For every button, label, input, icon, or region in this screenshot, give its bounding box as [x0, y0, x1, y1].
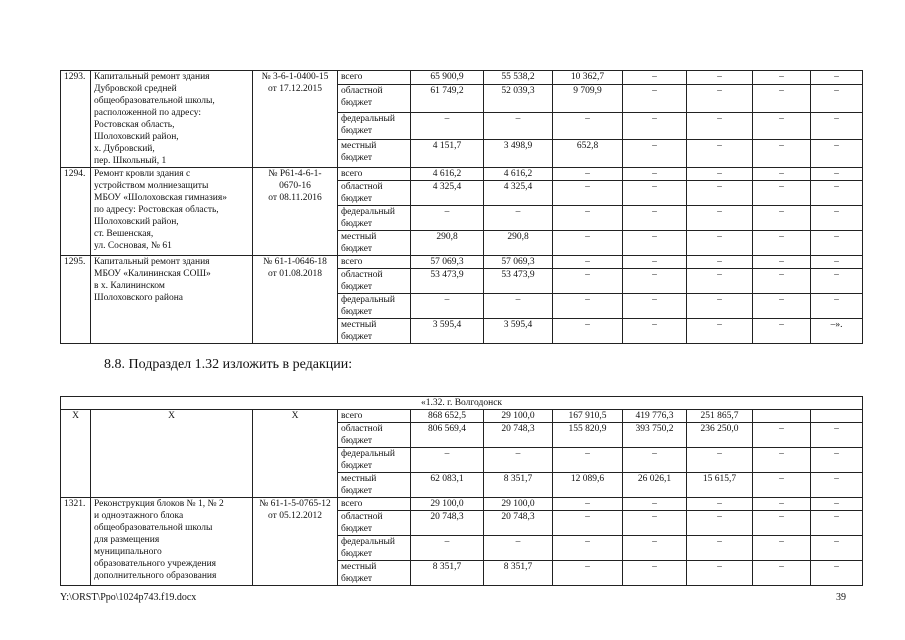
- amount-cell: 8 351,7: [484, 561, 553, 586]
- budget-source: федеральный бюджет: [338, 448, 411, 473]
- amount-cell: –: [753, 319, 811, 344]
- row-id: 1294.: [61, 168, 91, 256]
- amount-cell: 57 069,3: [411, 256, 484, 269]
- amount-cell: –: [623, 231, 687, 256]
- amount-cell: 251 865,7: [687, 410, 753, 423]
- amount-cell: 290,8: [411, 231, 484, 256]
- amount-cell: –: [753, 473, 811, 498]
- amount-cell: 155 820,9: [553, 423, 623, 448]
- row-id: Х: [61, 410, 91, 498]
- amount-cell: 15 615,7: [687, 473, 753, 498]
- amount-cell: 62 083,1: [411, 473, 484, 498]
- amount-cell: –: [687, 85, 753, 113]
- table-row: [61, 498, 863, 511]
- amount-cell: –: [687, 511, 753, 536]
- amount-cell: –: [553, 448, 623, 473]
- amount-cell: –: [411, 206, 484, 231]
- amount-cell: 4 325,4: [484, 181, 553, 206]
- amount-cell: 806 569,4: [411, 423, 484, 448]
- row-id: 1295.: [61, 256, 91, 344]
- amount-cell: –: [484, 448, 553, 473]
- amount-cell: –: [687, 112, 753, 140]
- amount-cell: 57 069,3: [484, 256, 553, 269]
- amount-cell: –: [553, 498, 623, 511]
- amount-cell: –: [687, 71, 753, 85]
- amount-cell: –: [623, 112, 687, 140]
- section-heading: 8.8. Подраздел 1.32 изложить в редакции:: [104, 357, 353, 372]
- amount-cell: –: [753, 269, 811, 294]
- amount-cell: –: [687, 561, 753, 586]
- amount-cell: –: [623, 71, 687, 85]
- amount-cell: –: [753, 256, 811, 269]
- budget-source: федеральный бюджет: [338, 294, 411, 319]
- amount-cell: –: [811, 112, 863, 140]
- amount-cell: –: [623, 561, 687, 586]
- row-id: 1293.: [61, 71, 91, 168]
- amount-cell: –: [553, 294, 623, 319]
- amount-cell: –: [811, 140, 863, 168]
- document-ref: № 61-1-0646-18 от 01.08.2018: [253, 256, 338, 344]
- document-ref: № 61-1-5-0765-12 от 05.12.2012: [253, 498, 338, 586]
- amount-cell: 12 089,6: [553, 473, 623, 498]
- amount-cell: –: [623, 168, 687, 181]
- amount-cell: –: [553, 112, 623, 140]
- budget-source: всего: [338, 256, 411, 269]
- budget-table-upper: [60, 70, 863, 344]
- amount-cell: –: [753, 85, 811, 113]
- budget-source: областной бюджет: [338, 85, 411, 113]
- amount-cell: –: [753, 511, 811, 536]
- amount-cell: 20 748,3: [484, 423, 553, 448]
- amount-cell: –: [623, 206, 687, 231]
- amount-cell: –: [623, 294, 687, 319]
- amount-cell: –: [811, 231, 863, 256]
- row-id: 1321.: [61, 498, 91, 586]
- amount-cell: –: [687, 206, 753, 231]
- amount-cell: –: [687, 168, 753, 181]
- amount-cell: –: [623, 511, 687, 536]
- amount-cell: –: [484, 112, 553, 140]
- amount-cell: –: [753, 140, 811, 168]
- amount-cell: –: [687, 294, 753, 319]
- amount-cell: 4 616,2: [484, 168, 553, 181]
- page-number: 39: [836, 592, 846, 603]
- amount-cell: –: [811, 269, 863, 294]
- budget-source: федеральный бюджет: [338, 536, 411, 561]
- budget-source: областной бюджет: [338, 181, 411, 206]
- amount-cell: 8 351,7: [484, 473, 553, 498]
- amount-cell: –: [553, 319, 623, 344]
- amount-cell: –: [553, 269, 623, 294]
- amount-cell: 55 538,2: [484, 71, 553, 85]
- amount-cell: –: [484, 536, 553, 561]
- amount-cell: –: [687, 231, 753, 256]
- amount-cell: –: [687, 536, 753, 561]
- amount-cell: –: [687, 319, 753, 344]
- amount-cell: –: [623, 140, 687, 168]
- amount-cell: –: [811, 536, 863, 561]
- amount-cell: –: [811, 206, 863, 231]
- amount-cell: –: [623, 181, 687, 206]
- table-row: [61, 256, 863, 269]
- amount-cell: 290,8: [484, 231, 553, 256]
- project-name: Капитальный ремонт здания Дубровской средней общеобразовательной школы, расположенной по адресу: Ростовская область, Шолоховский район, х. Дубровский, пер. Школьный, 1: [91, 71, 253, 168]
- amount-cell: –: [811, 256, 863, 269]
- amount-cell: –: [687, 140, 753, 168]
- budget-table-volgodonsk: [60, 396, 863, 586]
- table-title-row: [61, 397, 863, 410]
- amount-cell: –: [553, 231, 623, 256]
- amount-cell: –: [753, 71, 811, 85]
- amount-cell: –».: [811, 319, 863, 344]
- amount-cell: –: [753, 112, 811, 140]
- amount-cell: –: [753, 231, 811, 256]
- amount-cell: –: [753, 181, 811, 206]
- project-name: Реконструкция блоков № 1, № 2 и одноэтажного блока общеобразовательной школы для размещения муниципального образовательного учреждения дополнительного образования: [91, 498, 253, 586]
- amount-cell: 3 595,4: [411, 319, 484, 344]
- amount-cell: –: [811, 181, 863, 206]
- budget-source: областной бюджет: [338, 423, 411, 448]
- amount-cell: 3 498,9: [484, 140, 553, 168]
- amount-cell: –: [411, 536, 484, 561]
- amount-cell: 419 776,3: [623, 410, 687, 423]
- amount-cell: –: [623, 319, 687, 344]
- amount-cell: 4 616,2: [411, 168, 484, 181]
- amount-cell: –: [753, 206, 811, 231]
- table-title: «1.32. г. Волгодонск: [61, 397, 863, 410]
- document-ref: № Р61-4-6-1- 0670-16 от 08.11.2016: [253, 168, 338, 256]
- amount-cell: 3 595,4: [484, 319, 553, 344]
- budget-source: всего: [338, 498, 411, 511]
- amount-cell: –: [753, 294, 811, 319]
- amount-cell: –: [484, 294, 553, 319]
- amount-cell: 10 362,7: [553, 71, 623, 85]
- budget-source: всего: [338, 71, 411, 85]
- amount-cell: –: [623, 448, 687, 473]
- project-name: Х: [91, 410, 253, 498]
- amount-cell: 652,8: [553, 140, 623, 168]
- budget-source: местный бюджет: [338, 231, 411, 256]
- amount-cell: –: [623, 269, 687, 294]
- document-ref: № 3-6-1-0400-15 от 17.12.2015: [253, 71, 338, 168]
- amount-cell: 29 100,0: [484, 410, 553, 423]
- amount-cell: –: [687, 256, 753, 269]
- amount-cell: 65 900,9: [411, 71, 484, 85]
- amount-cell: 26 026,1: [623, 473, 687, 498]
- amount-cell: –: [687, 448, 753, 473]
- amount-cell: –: [411, 294, 484, 319]
- table-row: [61, 71, 863, 85]
- amount-cell: –: [623, 536, 687, 561]
- amount-cell: 236 250,0: [687, 423, 753, 448]
- amount-cell: –: [811, 85, 863, 113]
- amount-cell: [811, 410, 863, 423]
- amount-cell: –: [811, 561, 863, 586]
- amount-cell: –: [811, 448, 863, 473]
- amount-cell: –: [623, 85, 687, 113]
- amount-cell: 8 351,7: [411, 561, 484, 586]
- amount-cell: –: [753, 168, 811, 181]
- amount-cell: –: [753, 561, 811, 586]
- budget-source: местный бюджет: [338, 319, 411, 344]
- amount-cell: –: [687, 181, 753, 206]
- table-row: [61, 410, 863, 423]
- amount-cell: –: [553, 206, 623, 231]
- amount-cell: –: [553, 561, 623, 586]
- amount-cell: 52 039,3: [484, 85, 553, 113]
- amount-cell: –: [753, 423, 811, 448]
- amount-cell: –: [811, 294, 863, 319]
- budget-source: федеральный бюджет: [338, 206, 411, 231]
- amount-cell: 4 325,4: [411, 181, 484, 206]
- amount-cell: 61 749,2: [411, 85, 484, 113]
- budget-source: всего: [338, 410, 411, 423]
- footer-file-path: Y:\ORST\Ppo\1024p743.f19.docx: [60, 592, 197, 603]
- amount-cell: 4 151,7: [411, 140, 484, 168]
- amount-cell: 167 910,5: [553, 410, 623, 423]
- document-ref: Х: [253, 410, 338, 498]
- amount-cell: –: [623, 498, 687, 511]
- project-name: Капитальный ремонт здания МБОУ «Калининская СОШ» в х. Калининском Шолоховского района: [91, 256, 253, 344]
- amount-cell: 29 100,0: [484, 498, 553, 511]
- amount-cell: [753, 410, 811, 423]
- amount-cell: –: [687, 269, 753, 294]
- budget-source: всего: [338, 168, 411, 181]
- amount-cell: –: [484, 206, 553, 231]
- amount-cell: 868 652,5: [411, 410, 484, 423]
- amount-cell: –: [811, 511, 863, 536]
- amount-cell: –: [553, 168, 623, 181]
- budget-source: федеральный бюджет: [338, 112, 411, 140]
- budget-source: областной бюджет: [338, 269, 411, 294]
- amount-cell: 9 709,9: [553, 85, 623, 113]
- amount-cell: –: [811, 498, 863, 511]
- amount-cell: 29 100,0: [411, 498, 484, 511]
- amount-cell: –: [623, 256, 687, 269]
- amount-cell: –: [811, 71, 863, 85]
- amount-cell: –: [753, 498, 811, 511]
- amount-cell: –: [553, 511, 623, 536]
- budget-source: областной бюджет: [338, 511, 411, 536]
- amount-cell: –: [553, 536, 623, 561]
- amount-cell: 53 473,9: [484, 269, 553, 294]
- amount-cell: 393 750,2: [623, 423, 687, 448]
- budget-source: местный бюджет: [338, 561, 411, 586]
- budget-source: местный бюджет: [338, 473, 411, 498]
- amount-cell: –: [811, 423, 863, 448]
- amount-cell: –: [411, 448, 484, 473]
- amount-cell: –: [553, 181, 623, 206]
- amount-cell: –: [753, 536, 811, 561]
- amount-cell: 20 748,3: [411, 511, 484, 536]
- amount-cell: –: [811, 473, 863, 498]
- amount-cell: –: [687, 498, 753, 511]
- table-row: [61, 168, 863, 181]
- project-name: Ремонт кровли здания с устройством молниезащиты МБОУ «Шолоховская гимназия» по адресу: Ростовская область, Шолоховский район, ст. Вешенская, ул. Сосновая, № 61: [91, 168, 253, 256]
- amount-cell: –: [753, 448, 811, 473]
- budget-source: местный бюджет: [338, 140, 411, 168]
- amount-cell: 20 748,3: [484, 511, 553, 536]
- amount-cell: –: [411, 112, 484, 140]
- amount-cell: –: [811, 168, 863, 181]
- amount-cell: –: [553, 256, 623, 269]
- amount-cell: 53 473,9: [411, 269, 484, 294]
